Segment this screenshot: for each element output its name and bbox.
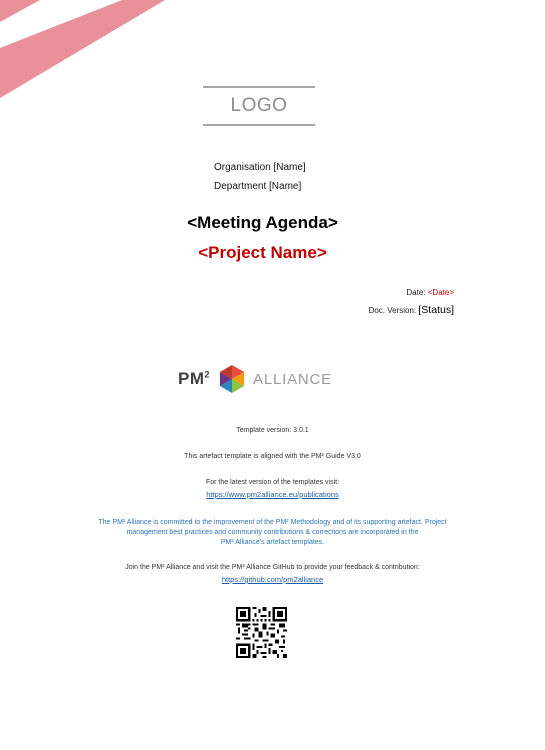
document-title: <Meeting Agenda>	[187, 213, 338, 232]
qr-code[interactable]	[236, 607, 287, 658]
template-version: Template version: 3.0.1	[236, 427, 309, 434]
department-name: Department [Name]	[214, 181, 302, 192]
version-value: [Status]	[418, 304, 454, 316]
version-line	[369, 304, 454, 316]
github-link-row	[0, 575, 545, 584]
commitment-line-1: The PM² Alliance is committed to the improvement of the PM² Methodology and of its supporting artefact. Project	[98, 519, 447, 526]
pm2-logo-text: $PM^2$	[178, 369, 211, 388]
logo-placeholder	[203, 86, 315, 126]
pm2-hexagon-icon	[217, 364, 247, 394]
logo-text: LOGO	[230, 95, 288, 116]
date-label: Date:	[406, 288, 428, 297]
organisation-block	[214, 158, 306, 196]
join-text: Join the PM² Alliance and visit the PM² Alliance GitHub to provide your feedback & contribution:	[125, 564, 420, 571]
commitment-line-3: PM² Alliance's artefact templates.	[220, 539, 325, 546]
commitment-text	[0, 518, 545, 548]
corner-stripes-decoration	[0, 0, 170, 110]
aligned-text: This artefact template is aligned with the PM² Guide V3.0	[184, 453, 361, 460]
date-line	[406, 288, 454, 297]
organisation-name: Organisation [Name]	[214, 162, 306, 173]
latest-text: For the latest version of the templates visit:	[205, 479, 340, 486]
publications-link[interactable]: https://www.pm2alliance.eu/publications	[206, 490, 339, 499]
latest-link-row	[0, 490, 545, 499]
version-label: Doc. Version:	[368, 306, 419, 315]
commitment-line-2: management best practices and community contributions & corrections are incorporated in the	[126, 529, 419, 536]
github-link[interactable]: https://github.com/pm2alliance	[221, 575, 324, 584]
alliance-logo-text: ALLIANCE	[253, 370, 332, 388]
date-value: <Date>	[427, 288, 454, 297]
pm2-alliance-logo	[178, 363, 332, 395]
project-name: <Project Name>	[198, 243, 327, 262]
